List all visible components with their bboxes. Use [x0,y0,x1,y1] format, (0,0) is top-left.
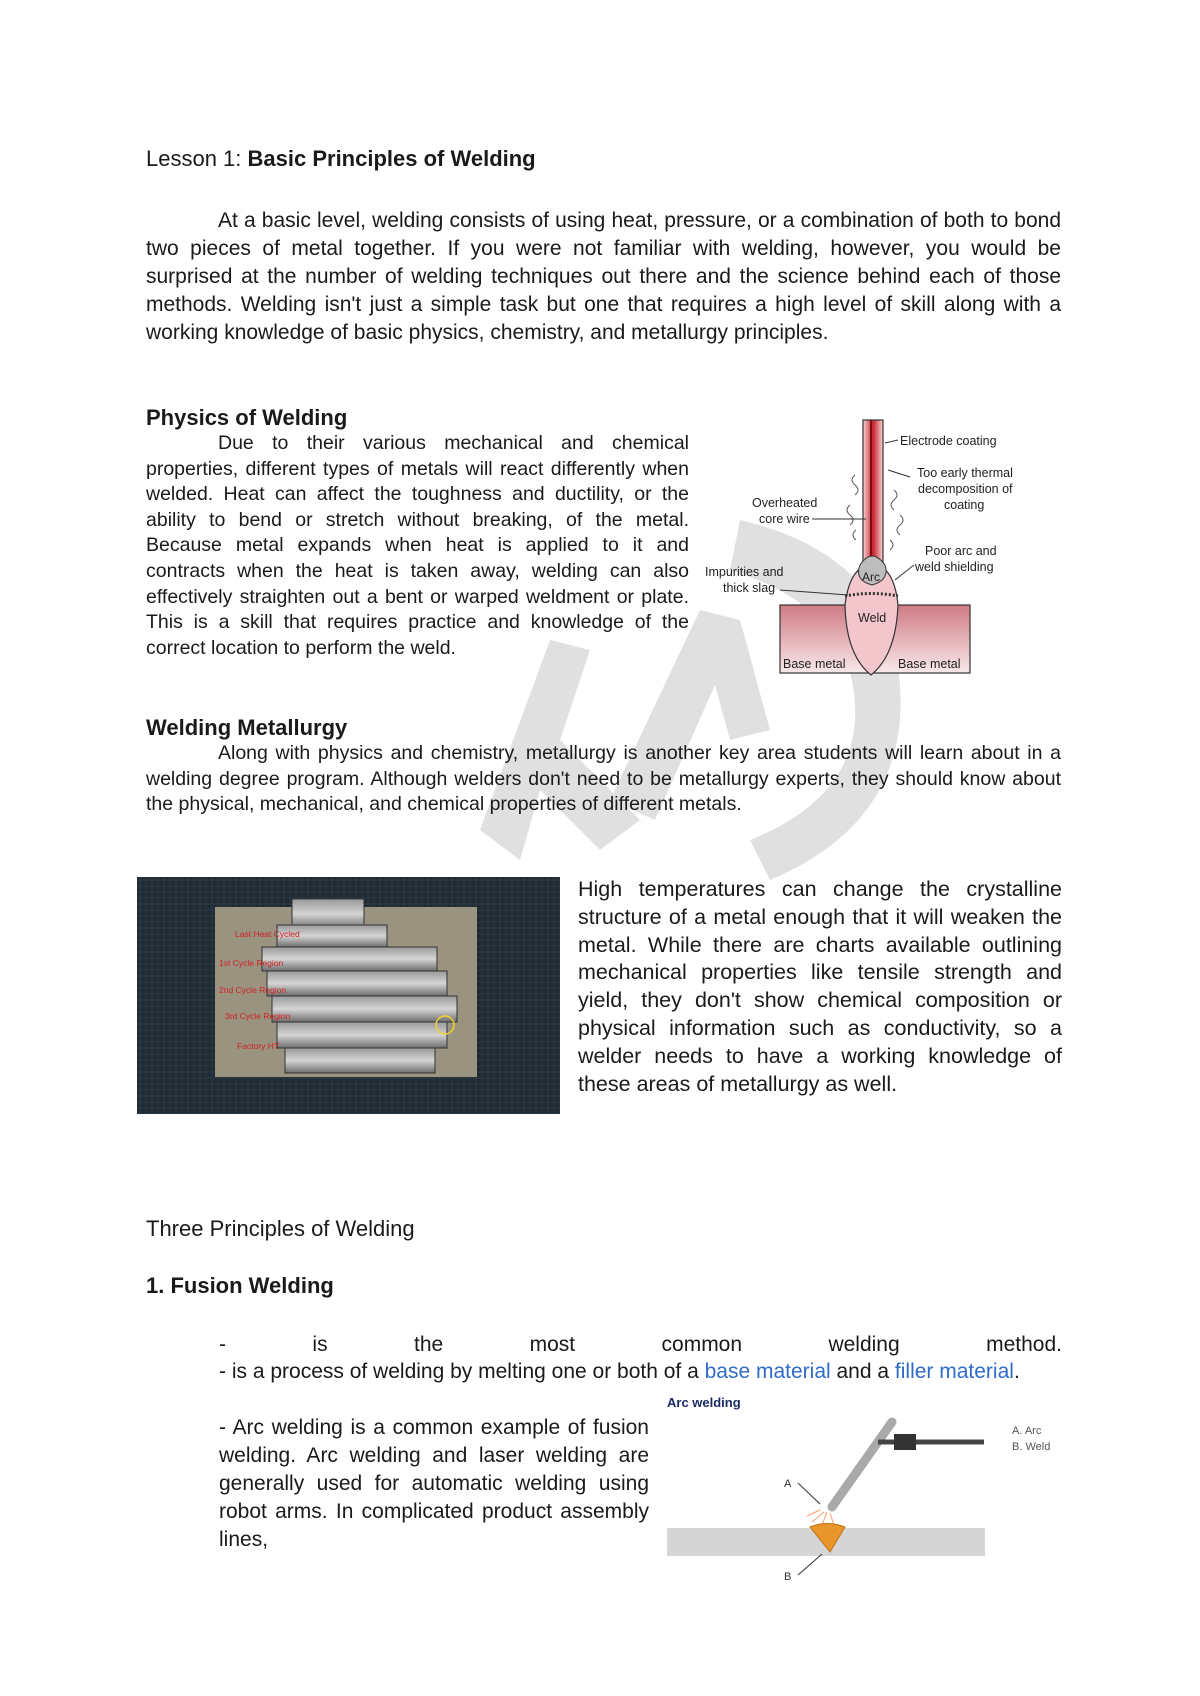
physics-heading: Physics of Welding [146,405,348,430]
label-impurities-2: thick slag [723,581,776,595]
electrode-diagram [700,415,1040,680]
label-poor-1: Poor arc and [925,544,997,558]
label-overheated-1: Overheated [752,496,818,510]
lesson-name: Basic Principles of Welding [247,146,536,171]
fusion-line-2-text: - is a process of welding by melting one or both of a [219,1360,705,1383]
fusion-heading: 1. Fusion Welding [146,1273,334,1298]
metallurgy-side-paragraph: High temperatures can change the crystalline structure of a metal enough that it will weaken the metal. While there are charts available outlining mechanical properties like tensile strength and yield, they don't show chemical composition or physical information such as conductivity, so a welder needs to have a working knowledge of these areas of metallurgy as well. [578,877,1062,1096]
lesson-prefix: Lesson 1: [146,146,248,171]
photo-label-2: 1st Cycle Region [219,958,284,968]
label-overheated-2: core wire [759,512,810,526]
fusion-word: the [413,1333,444,1356]
fusion-word: is [312,1333,328,1356]
legend-a: A. Arc [1012,1425,1042,1437]
label-thermal-3: coating [944,498,985,512]
label-b: B [784,1571,792,1583]
fusion-line-2-end: . [1013,1360,1020,1383]
photo-label-5: Factory HT [237,1041,280,1051]
electrode-rod [863,420,883,570]
fusion-line-3: - Arc welding is a common example of fusion welding. Arc welding and laser welding are generally used for automatic welding using robot arms. In complicated product assembly lines, [219,1416,649,1551]
photo-label-1: Last Heat Cycled [235,929,300,939]
arc-diagram-title: Arc welding [667,1395,741,1410]
fusion-line-1 [219,1331,1062,1359]
fusion-word: - [219,1333,226,1356]
photo-label-4: 3rd Cycle Region [225,1011,291,1021]
lesson-title [146,146,536,172]
filler-material-link[interactable]: filler material [894,1360,1014,1383]
label-base-right: Base metal [898,657,961,671]
heat-cycle-photo [137,877,560,1114]
base-material-link[interactable]: base material [704,1360,831,1383]
fusion-line-2-mid: and a [830,1360,895,1383]
label-weld: Weld [858,611,887,625]
label-thermal-1: Too early thermal [917,466,1013,480]
metallurgy-heading: Welding Metallurgy [146,715,348,740]
label-a: A [784,1478,792,1490]
fusion-word: welding [828,1333,900,1356]
label-impurities-1: Impurities and [705,565,784,579]
photo-label-3: 2nd Cycle Region [219,985,287,995]
welding-rod [832,1422,892,1507]
holder-clamp [894,1434,916,1450]
intro-paragraph: At a basic level, welding consists of using heat, pressure, or a combination of both to bond two pieces of metal together. If you were not familiar with welding, however, you would be surprised at the number of welding techniques out there and the science behind each of those methods. Welding isn't just a simple task but one that requires a high level of skill along with a working knowledge of basic physics, chemistry, and metallurgy principles. [146,209,1061,344]
fusion-line-2 [219,1358,1062,1386]
label-thermal-2: decomposition of [918,482,1013,496]
label-poor-2: weld shielding [915,560,994,574]
legend-b: B. Weld [1012,1441,1051,1453]
fusion-word: most [529,1333,576,1356]
arc-welding-diagram [662,1392,1062,1592]
three-principles-heading: Three Principles of Welding [146,1216,415,1241]
metallurgy-paragraph: Along with physics and chemistry, metallurgy is another key area students will learn about in a welding degree program. Although welders don't need to be metallurgy experts, they should know about the physical, mechanical, and chemical properties of different metals. [146,742,1061,816]
fusion-word: common [661,1333,743,1356]
fusion-word: method. [986,1333,1062,1356]
physics-paragraph: Due to their various mechanical and chemical properties, different types of metals will react differently when welded. Heat can affect the toughness and ductility, or the ability to bend or stretch without breaking, of the metal. Because metal expands when heat is applied to it and contracts when the heat is taken away, welding can also effectively straighten out a bent or warped weldment or plate. This is a skill that requires practice and knowledge of the correct location to perform the weld. [146,432,689,659]
label-base-left: Base metal [783,657,846,671]
label-electrode-coating: Electrode coating [900,434,997,448]
label-arc: Arc [862,570,880,584]
